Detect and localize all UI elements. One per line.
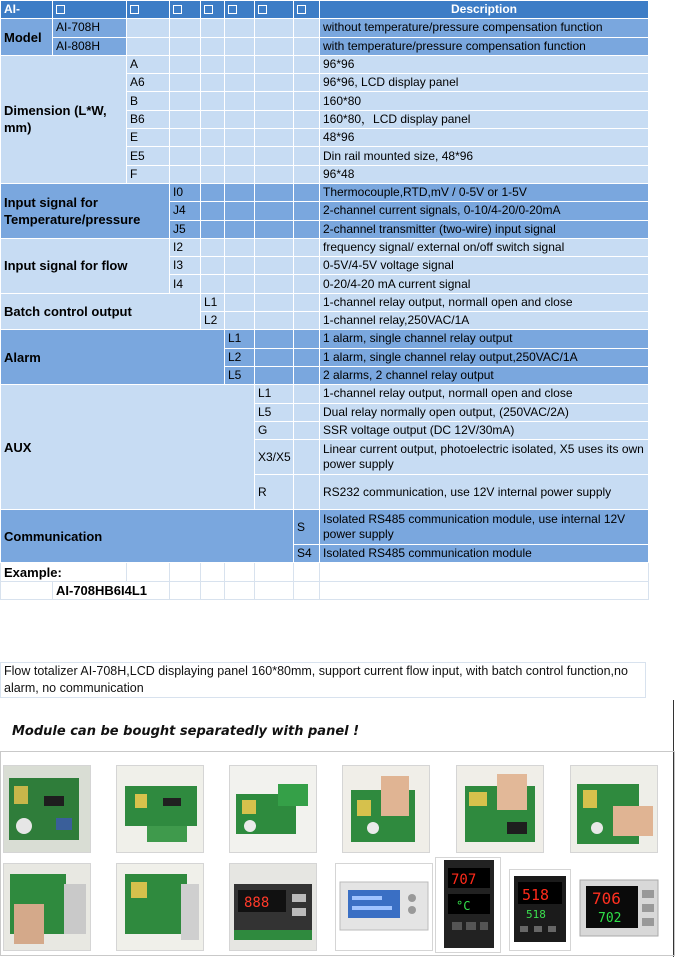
description-cell: 2-channel transmitter (two-wire) input signal bbox=[320, 220, 649, 238]
display-digits: 706 bbox=[592, 889, 621, 908]
controller-photo[interactable] bbox=[509, 869, 571, 951]
group-label-communication: Communication bbox=[1, 510, 294, 563]
description-cell: 160*80 bbox=[320, 92, 649, 110]
description-cell: Dual relay normally open output, (250VAC/2A) bbox=[320, 403, 649, 421]
description-cell: RS232 communication, use 12V internal power supply bbox=[320, 475, 649, 510]
example-description: Flow totalizer AI-708H,LCD displaying panel 160*80mm, support current flow input, with batch control function,no alarm, no communication bbox=[0, 662, 646, 698]
description-cell: Linear current output, photoelectric isolated, X5 uses its own power supply bbox=[320, 440, 649, 475]
description-cell: Isolated RS485 communication module, use internal 12V power supply bbox=[320, 510, 649, 545]
code-cell: I0 bbox=[170, 183, 201, 201]
code-cell: X3/X5 bbox=[255, 440, 294, 475]
code-cell: E bbox=[127, 129, 170, 147]
table-header-row bbox=[1, 1, 649, 19]
module-photo[interactable] bbox=[456, 765, 544, 853]
description-cell: 96*96 bbox=[320, 55, 649, 73]
code-cell: R bbox=[255, 475, 294, 510]
code-cell: S bbox=[294, 510, 320, 545]
description-cell: 1-channel relay output, normall open and close bbox=[320, 385, 649, 403]
table-row bbox=[1, 385, 649, 403]
description-cell: 0-5V/4-5V voltage signal bbox=[320, 257, 649, 275]
module-photo[interactable] bbox=[116, 863, 204, 951]
code-cell: G bbox=[255, 421, 294, 439]
svg-text:888: 888 bbox=[244, 895, 270, 911]
code-cell: L1 bbox=[201, 293, 225, 311]
placeholder-box-icon bbox=[56, 5, 65, 14]
description-cell: 48*96 bbox=[320, 129, 649, 147]
module-photo[interactable] bbox=[116, 765, 204, 853]
description-cell: frequency signal/ external on/off switch signal bbox=[320, 238, 649, 256]
code-cell: A bbox=[127, 55, 170, 73]
code-cell: L1 bbox=[225, 330, 255, 348]
code-cell: B bbox=[127, 92, 170, 110]
code-cell: L1 bbox=[255, 385, 294, 403]
description-cell: with temperature/pressure compensation function bbox=[320, 37, 649, 55]
placeholder-box-icon bbox=[173, 5, 182, 14]
description-cell: Din rail mounted size, 48*96 bbox=[320, 147, 649, 165]
description-cell: 96*96, LCD display panel bbox=[320, 74, 649, 92]
description-cell: 96*48 bbox=[320, 165, 649, 183]
module-photo[interactable] bbox=[3, 765, 91, 853]
module-note: Module can be bought separatedly with panel ! bbox=[12, 724, 360, 739]
group-label-alarm: Alarm bbox=[1, 330, 225, 385]
group-label-batch-control: Batch control output bbox=[1, 293, 201, 330]
placeholder-box-icon bbox=[204, 5, 213, 14]
table-row bbox=[1, 238, 649, 256]
module-photo[interactable] bbox=[342, 765, 430, 853]
display-digits: 518 bbox=[526, 908, 546, 921]
code-prefix: AI- bbox=[1, 1, 53, 19]
description-cell: 2-channel current signals, 0-10/4-20/0-20mA bbox=[320, 202, 649, 220]
example-label: Example: bbox=[1, 563, 127, 581]
group-label-dimension: Dimension (L*W, mm) bbox=[1, 55, 127, 183]
placeholder-box-icon bbox=[258, 5, 267, 14]
table-row bbox=[1, 55, 649, 73]
example-code: AI-708HB6I4L1 bbox=[53, 581, 170, 599]
placeholder-box-icon bbox=[297, 5, 306, 14]
example-row bbox=[1, 563, 649, 581]
code-cell: L2 bbox=[201, 312, 225, 330]
code-cell: AI-808H bbox=[53, 37, 127, 55]
code-cell: B6 bbox=[127, 110, 170, 128]
description-header: Description bbox=[320, 1, 649, 19]
table-row bbox=[1, 330, 649, 348]
description-cell: 1-channel relay output, normall open and close bbox=[320, 293, 649, 311]
code-cell: L2 bbox=[225, 348, 255, 366]
description-cell: without temperature/pressure compensation function bbox=[320, 19, 649, 37]
module-photo[interactable] bbox=[229, 765, 317, 853]
description-cell: 1 alarm, single channel relay output bbox=[320, 330, 649, 348]
controller-photo[interactable] bbox=[575, 869, 663, 951]
description-cell: 0-20/4-20 mA current signal bbox=[320, 275, 649, 293]
controller-photo[interactable] bbox=[229, 863, 317, 951]
code-cell: S4 bbox=[294, 545, 320, 563]
description-cell: 160*80，LCD display panel bbox=[320, 110, 649, 128]
code-cell: I4 bbox=[170, 275, 201, 293]
table-row bbox=[1, 37, 649, 55]
code-cell: A6 bbox=[127, 74, 170, 92]
code-cell: F bbox=[127, 165, 170, 183]
code-cell: AI-708H bbox=[53, 19, 127, 37]
code-cell: L5 bbox=[225, 366, 255, 384]
description-cell: 1-channel relay,250VAC/1A bbox=[320, 312, 649, 330]
description-cell: Thermocouple,RTD,mV / 0-5V or 1-5V bbox=[320, 183, 649, 201]
code-cell: E5 bbox=[127, 147, 170, 165]
description-cell: 1 alarm, single channel relay output,250VAC/1A bbox=[320, 348, 649, 366]
code-cell: L5 bbox=[255, 403, 294, 421]
display-digits: 518 bbox=[522, 886, 550, 904]
code-cell: I2 bbox=[170, 238, 201, 256]
example-code-row bbox=[1, 581, 649, 599]
table-row bbox=[1, 183, 649, 201]
placeholder-box-icon bbox=[130, 5, 139, 14]
svg-text:°C: °C bbox=[456, 899, 471, 913]
controller-photo[interactable] bbox=[335, 863, 433, 951]
group-label-aux: AUX bbox=[1, 385, 255, 510]
placeholder-box-icon bbox=[228, 5, 237, 14]
description-cell: SSR voltage output (DC 12V/30mA) bbox=[320, 421, 649, 439]
table-row bbox=[1, 293, 649, 311]
display-digits: 702 bbox=[598, 911, 622, 926]
table-row bbox=[1, 510, 649, 545]
controller-photo[interactable] bbox=[435, 857, 501, 953]
module-photo[interactable] bbox=[3, 863, 91, 951]
group-label-input-temperature: Input signal for Temperature/pressure bbox=[1, 183, 170, 238]
code-cell: J5 bbox=[170, 220, 201, 238]
table-row bbox=[1, 19, 649, 37]
group-label-input-flow: Input signal for flow bbox=[1, 238, 170, 293]
code-cell: J4 bbox=[170, 202, 201, 220]
description-cell: 2 alarms, 2 channel relay output bbox=[320, 366, 649, 384]
display-digits: 707 bbox=[451, 872, 477, 888]
group-label-model: Model bbox=[1, 19, 53, 56]
module-photo[interactable] bbox=[570, 765, 658, 853]
description-cell: Isolated RS485 communication module bbox=[320, 545, 649, 563]
code-cell: I3 bbox=[170, 257, 201, 275]
product-photo-gallery bbox=[0, 751, 675, 956]
